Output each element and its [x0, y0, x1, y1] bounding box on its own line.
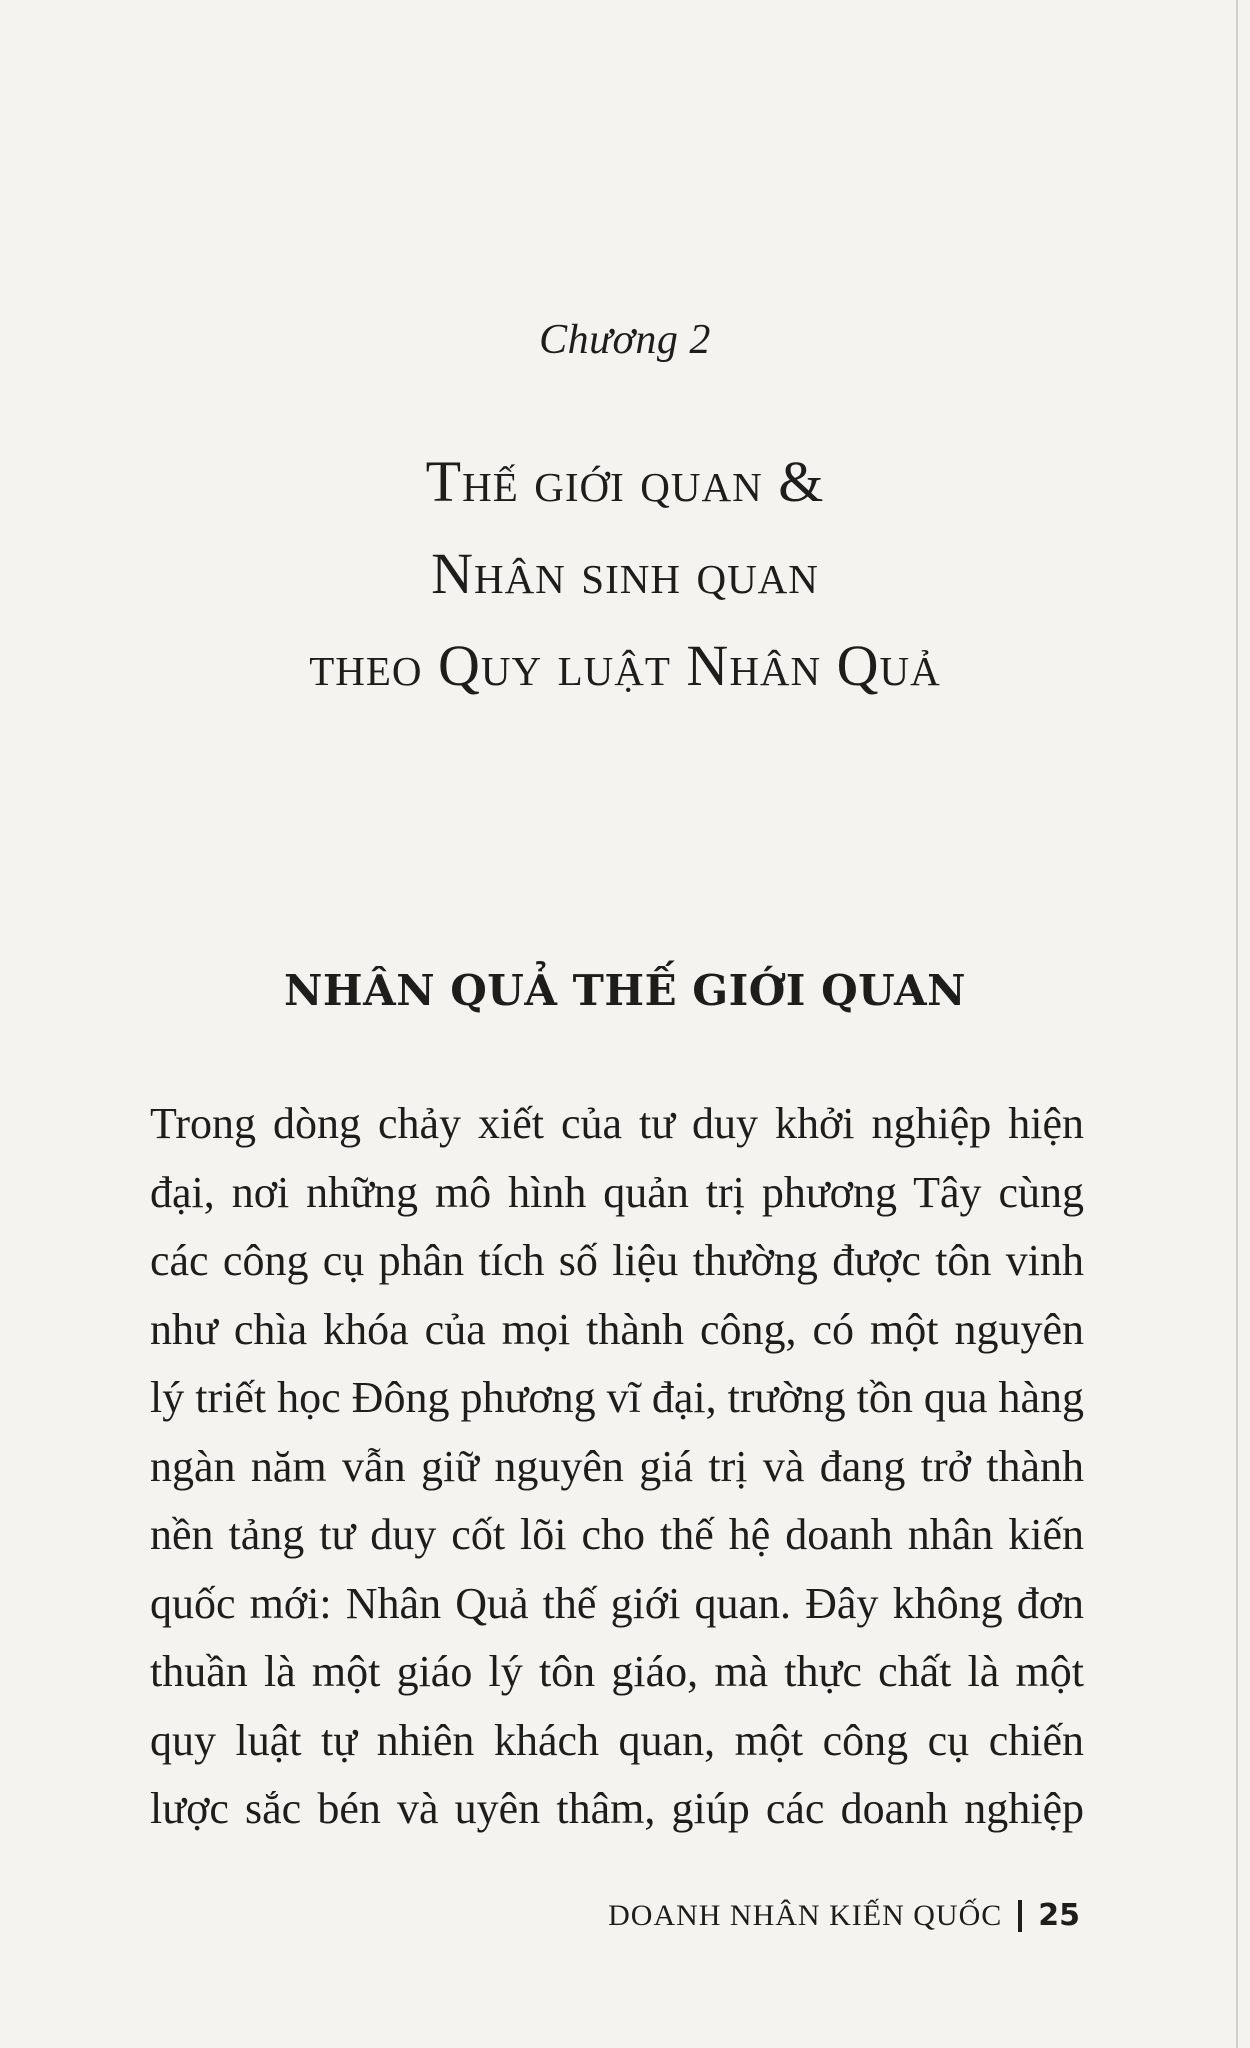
page-edge-divider: [1236, 0, 1238, 2048]
running-title: DOANH NHÂN KIẾN QUỐC: [608, 1898, 1003, 1932]
chapter-title-line: Thế giới quan &: [425, 449, 825, 514]
chapter-label: Chương 2: [539, 317, 711, 363]
section-heading: NHÂN QUẢ THẾ GIỚI QUAN: [284, 966, 966, 1015]
body-line: nền tảng tư duy cốt lõi cho thế hệ doanh nhân kiến: [150, 1510, 1084, 1559]
body-line: ngàn năm vẫn giữ nguyên giá trị và đang trở thành: [150, 1441, 1084, 1491]
page-footer: [608, 1898, 1080, 1933]
body-line: quy luật tự nhiên khách quan, một công cụ chiến: [150, 1715, 1084, 1765]
page-number: 25: [1038, 1898, 1080, 1933]
body-paragraph: [150, 1090, 1084, 1844]
body-line: đại, nơi những mô hình quản trị phương Tây cùng: [150, 1167, 1084, 1217]
footer-separator: [1018, 1900, 1022, 1932]
chapter-title-line: Nhân sinh quan: [431, 541, 819, 606]
chapter-title-line: theo Quy luật Nhân Quả: [309, 633, 941, 698]
body-line: các công cụ phân tích số liệu thường được tôn vinh: [150, 1236, 1084, 1285]
body-line: lược sắc bén và uyên thâm, giúp các doanh nghiệp: [150, 1784, 1084, 1833]
body-line: như chìa khóa của mọi thành công, có một nguyên: [150, 1304, 1084, 1354]
body-line: thuần là một giáo lý tôn giáo, mà thực chất là một: [150, 1647, 1084, 1696]
body-line: lý triết học Đông phương vĩ đại, trường tồn qua hàng: [150, 1373, 1084, 1422]
body-line: Trong dòng chảy xiết của tư duy khởi nghiệp hiện: [150, 1099, 1084, 1148]
body-line: quốc mới: Nhân Quả thế giới quan. Đây không đơn: [150, 1578, 1084, 1628]
chapter-title: [0, 436, 1250, 712]
